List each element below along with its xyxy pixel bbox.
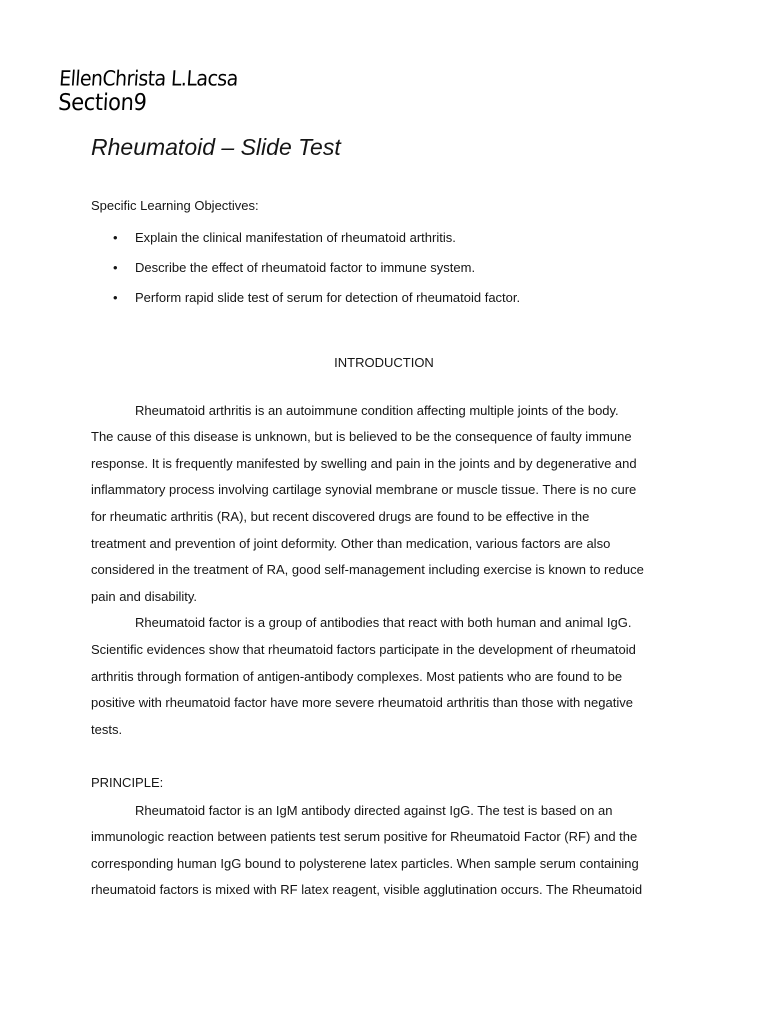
bullet-icon: • [113,260,118,275]
paragraph-line: rheumatoid factors is mixed with RF latex reagent, visible agglutination occurs. The Rheumatoid [91,882,643,898]
principle-heading: PRINCIPLE: [91,775,164,790]
paragraph-line: Rheumatoid arthritis is an autoimmune condition affecting multiple joints of the body. [135,402,619,418]
handwritten-name: EllenChrista L.Lacsa [58,67,239,92]
paragraph-line: arthritis through formation of antigen-antibody complexes. Most patients who are found to be [91,668,623,684]
bullet-icon: • [113,230,118,245]
introduction-body [91,398,644,744]
paragraph-line: immunologic reaction between patients test serum positive for Rheumatoid Factor (RF) and the [91,829,638,845]
paragraph-line: Rheumatoid factor is a group of antibodies that react with both human and animal IgG. [135,615,632,631]
document-title: Rheumatoid – Slide Test [91,134,341,160]
paragraph-line: pain and disability. [91,588,197,604]
objective-text: Describe the effect of rheumatoid factor to immune system. [135,260,476,275]
paragraph-line: tests. [91,721,123,737]
paragraph-line: response. It is frequently manifested by swelling and pain in the joints and by degenerative and [91,455,637,471]
paragraph-line: Scientific evidences show that rheumatoid factors participate in the development of rheumatoid [91,642,636,658]
paragraph-line: corresponding human IgG bound to polysterene latex particles. When sample serum containing [91,855,639,871]
paragraph-line: considered in the treatment of RA, good self-management including exercise is known to reduce [91,562,644,578]
objectives-heading: Specific Learning Objectives: [91,198,259,213]
bullet-icon: • [113,290,118,305]
paragraph-line: The cause of this disease is unknown, but is believed to be the consequence of faulty immune [91,429,632,445]
paragraph-line: Rheumatoid factor is an IgM antibody directed against IgG. The test is based on an [135,802,613,818]
objective-text: Explain the clinical manifestation of rheumatoid arthritis. [135,230,456,245]
handwritten-section: Section9 [57,89,148,116]
paragraph-line: treatment and prevention of joint deformity. Other than medication, various factors are also [91,535,611,551]
paragraph-line: inflammatory process involving cartilage synovial membrane or muscle tissue. There is no cure [91,482,637,498]
principle-body [91,798,642,904]
introduction-heading: INTRODUCTION [334,355,434,370]
paragraph-line: for rheumatic arthritis (RA), but recent discovered drugs are found to be effective in the [91,509,590,525]
objective-text: Perform rapid slide test of serum for detection of rheumatoid factor. [135,290,521,305]
paragraph-line: positive with rheumatoid factor have more severe rheumatoid arthritis than those with negative [91,695,633,711]
